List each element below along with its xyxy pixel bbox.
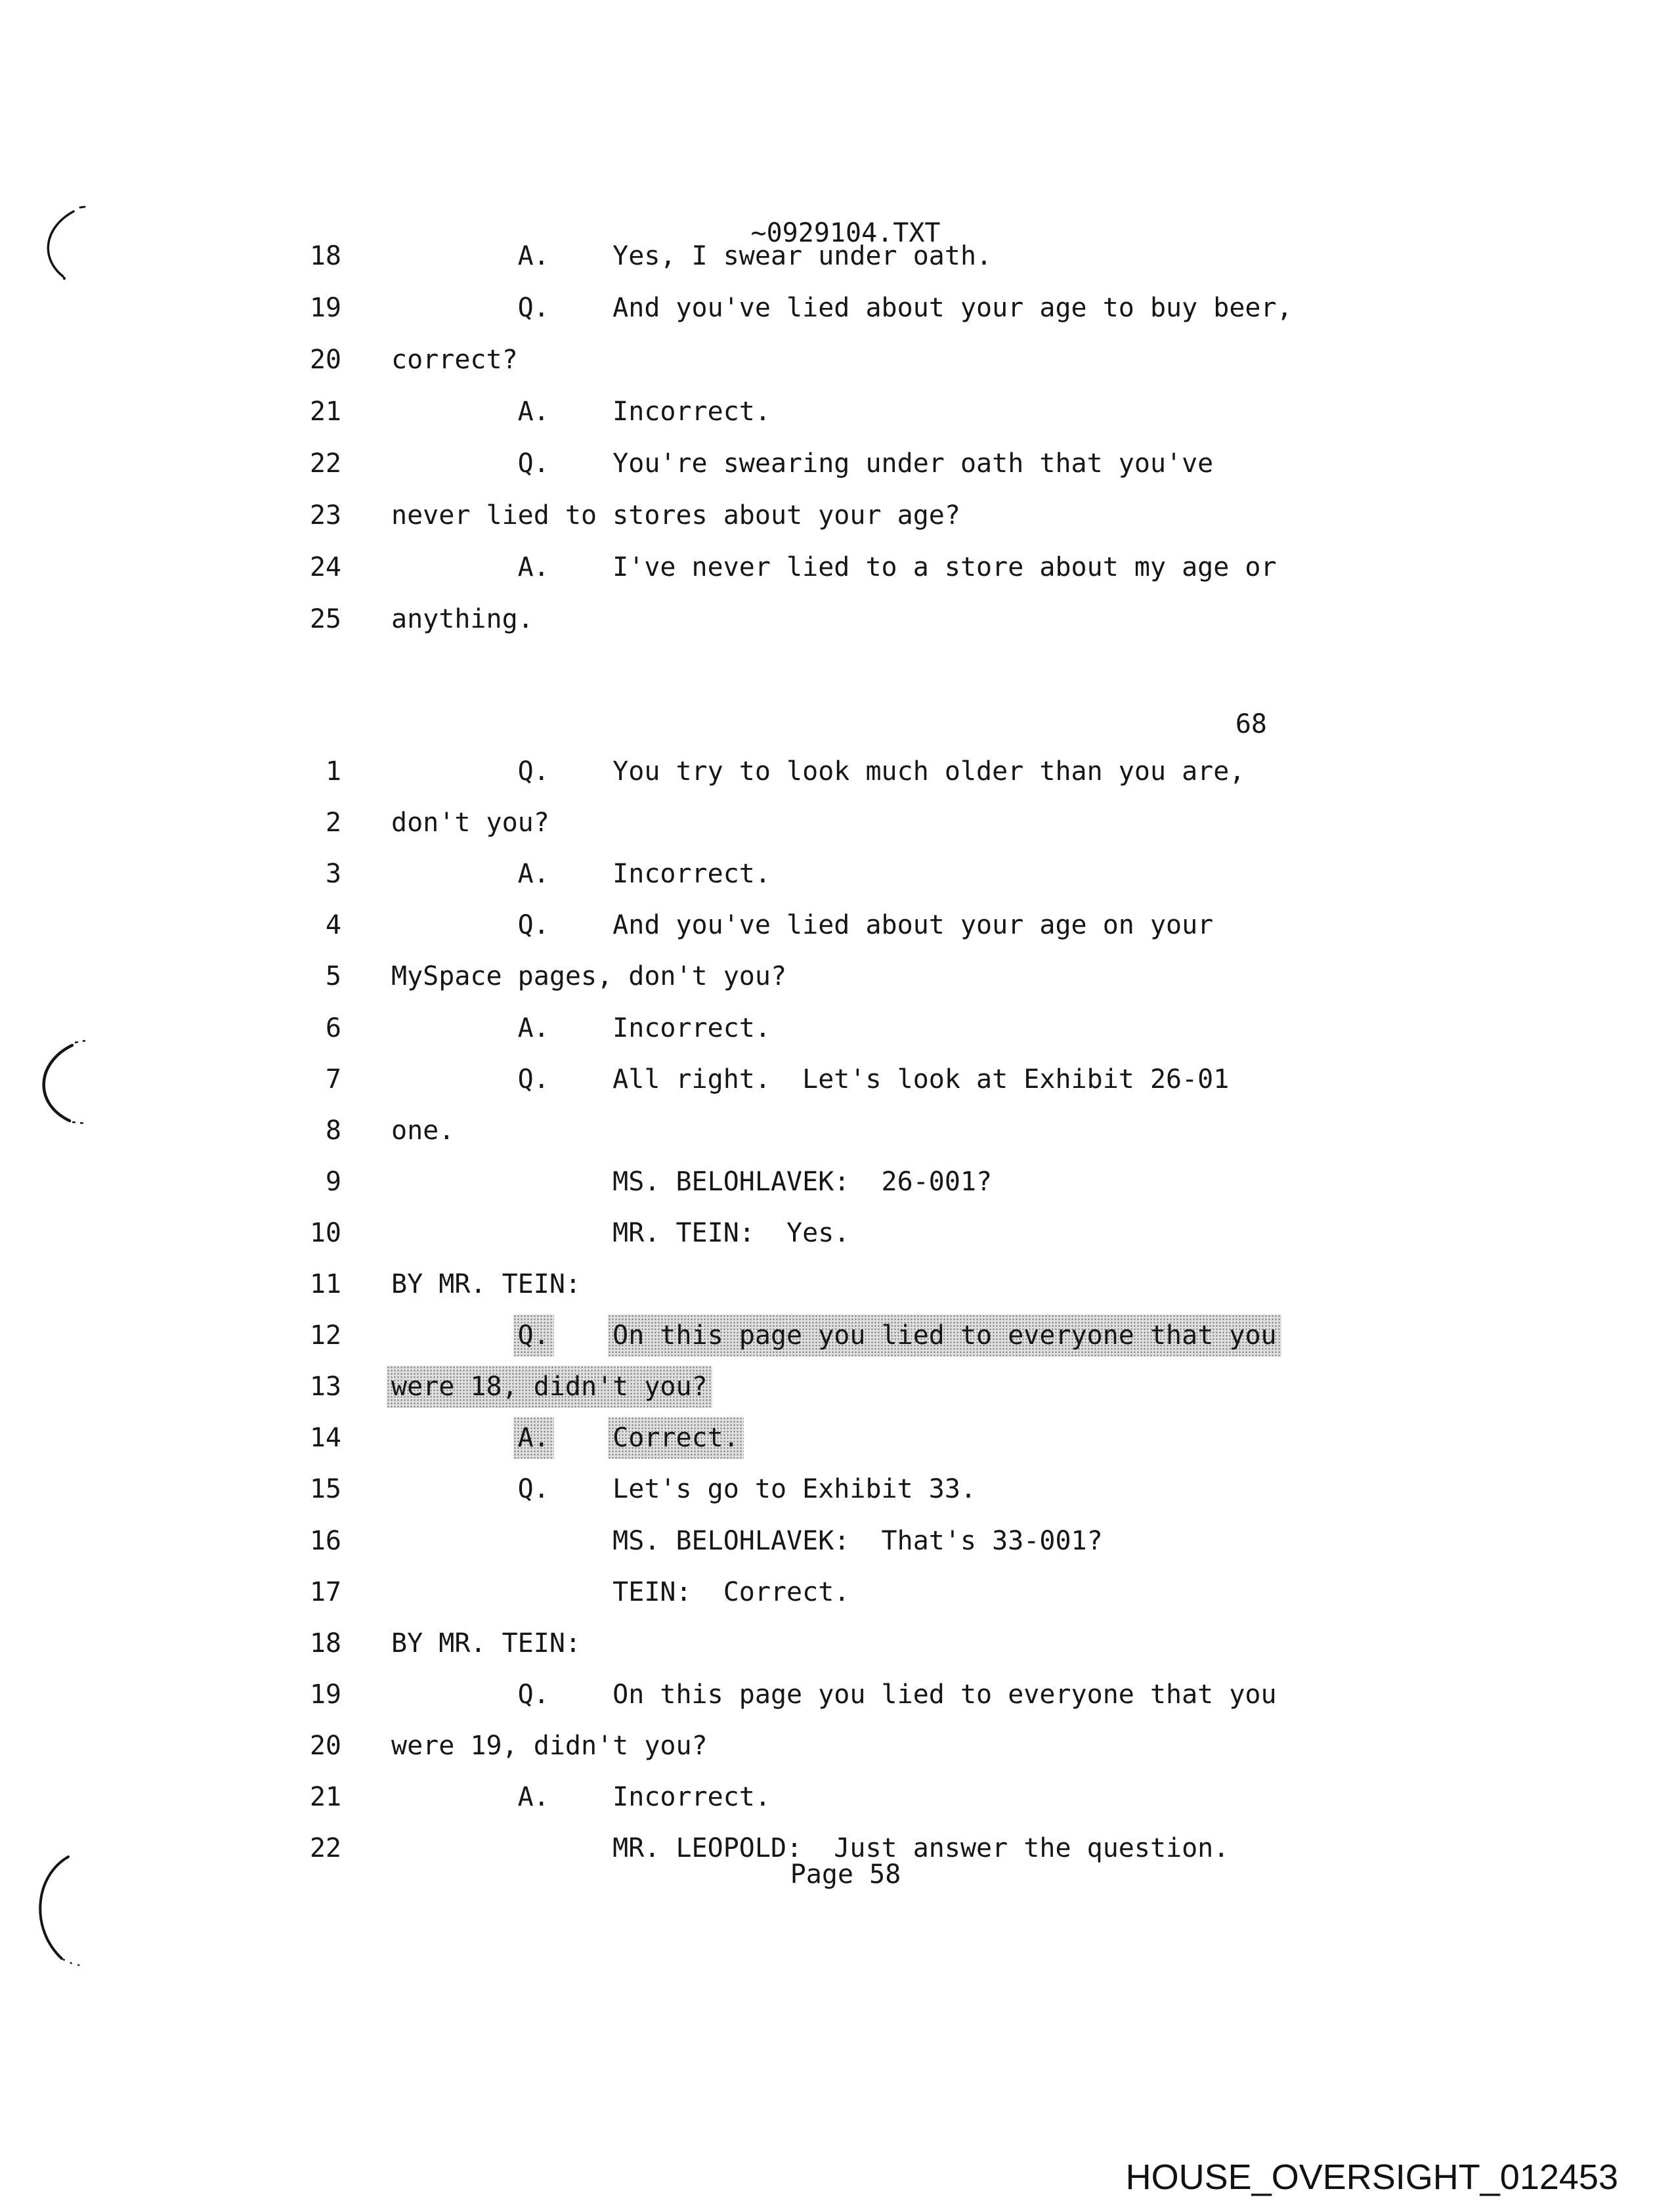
line-number: 3 [325,859,341,889]
highlighted-text: Q. [513,1314,554,1356]
transcript-line [276,399,771,430]
line-text: BY MR. TEIN: [391,1269,581,1299]
transcript-line [276,243,992,274]
line-number: 18 [309,1628,341,1659]
line-number: 4 [325,910,341,940]
scan-dash-bottom [63,1959,84,1966]
line-number: 14 [309,1423,341,1453]
document-header-filename: ~0929104.TXT [750,218,941,248]
line-text: Q. You're swearing under oath that you've [391,448,1214,479]
line-number: 2 [325,808,341,838]
line-text: MySpace pages, don't you? [391,961,787,991]
line-number: 25 [309,604,341,634]
line-text: Q. And you've lied about your age to buy beer, [391,293,1293,323]
line-text: Q. And you've lied about your age on your [391,910,1214,940]
line-text: Q. You try to look much older than you are, [391,756,1245,787]
transcript-line [276,963,786,995]
highlighted-text: Correct. [608,1417,744,1459]
line-text: A. I've never lied to a store about my age or [391,552,1277,582]
line-text: were 19, didn't you? [391,1731,708,1761]
transcript-line [276,1784,771,1815]
line-number: 8 [325,1116,341,1146]
line-number: 20 [309,1731,341,1761]
transcript-line [276,347,518,378]
transcript-line [276,1476,976,1507]
transcript-line [276,1528,1103,1559]
page-break-number: 68 [1235,709,1267,739]
scan-arc-top [48,211,74,276]
transcript-line [276,1579,849,1611]
transcript-line [276,1169,992,1200]
line-number: 7 [325,1064,341,1095]
transcript-line [276,1271,581,1303]
highlighted-text: On this page you lied to everyone that you [608,1314,1281,1356]
scan-dash-middle-bottom [72,1122,85,1123]
line-number: 24 [309,552,341,582]
transcript-line [276,758,1245,790]
line-text: MR. LEOPOLD: Just answer the question. [391,1833,1230,1863]
line-text: MS. BELOHLAVEK: 26-001? [391,1167,993,1197]
transcript-line [276,1425,739,1456]
transcript-line [276,912,1213,943]
highlighted-text: A. [513,1417,554,1459]
scan-arc-middle [44,1045,72,1121]
line-number: 16 [309,1526,341,1556]
line-text: Q. Let's go to Exhibit 33. [391,1474,977,1504]
line-number: 21 [309,1782,341,1812]
bates-number: HOUSE_OVERSIGHT_012453 [1125,2158,1618,2197]
line-text: Q. All right. Let's look at Exhibit 26-01 [391,1064,1230,1095]
line-number: 6 [325,1013,341,1043]
transcript-line [276,502,960,534]
line-number: 19 [309,1680,341,1710]
line-number: 19 [309,293,341,323]
transcript-line [276,450,1213,482]
transcript-line [276,1630,581,1662]
transcript-line [276,1015,771,1047]
transcript-line [276,1066,1229,1098]
line-text: BY MR. TEIN: [391,1628,581,1659]
line-text: A. Incorrect. [391,1013,771,1043]
line-number: 12 [309,1320,341,1351]
line-number: 15 [309,1474,341,1504]
line-text [391,1423,518,1453]
line-number: 20 [309,345,341,375]
line-number: 11 [309,1269,341,1299]
line-number: 22 [309,1833,341,1863]
line-text [549,1423,612,1453]
line-number: 9 [325,1167,341,1197]
transcript-line [276,295,1293,326]
transcript-line [276,606,534,638]
transcript-line [276,554,1277,586]
transcript-line [276,861,771,892]
line-text: correct? [391,345,518,375]
transcript-line [276,810,549,841]
scan-dash-middle-top [75,1041,85,1043]
line-text: A. Incorrect. [391,859,771,889]
line-number: 13 [309,1372,341,1402]
transcript-line [276,1220,849,1251]
line-text [391,1320,518,1351]
line-text: A. Incorrect. [391,397,771,427]
line-number: 10 [309,1218,341,1248]
line-number: 5 [325,961,341,991]
line-text: A. Yes, I swear under oath. [391,241,993,271]
line-text: Q. On this page you lied to everyone that you [391,1680,1277,1710]
transcript-line [276,1681,1277,1713]
highlighted-text: were 18, didn't you? [387,1366,712,1408]
line-text [549,1320,612,1351]
line-number: 21 [309,397,341,427]
transcript-line [276,1733,708,1764]
line-text: MS. BELOHLAVEK: That's 33-001? [391,1526,1103,1556]
transcript-line [276,1322,1277,1354]
transcript-line [276,1374,708,1405]
page-footer-label: Page 58 [790,1859,901,1890]
line-number: 18 [309,241,341,271]
line-text: TEIN: Correct. [391,1577,850,1607]
line-text: don't you? [391,808,549,838]
line-number: 1 [325,756,341,787]
line-number: 23 [309,500,341,531]
line-text: MR. TEIN: Yes. [391,1218,850,1248]
line-text: A. Incorrect. [391,1782,771,1812]
line-number: 22 [309,448,341,479]
scan-arc-bottom [40,1857,68,1959]
line-text: never lied to stores about your age? [391,500,960,531]
line-text: one. [391,1116,455,1146]
scan-dot-top [63,277,66,280]
line-text: anything. [391,604,534,634]
line-number: 17 [309,1577,341,1607]
transcript-line [276,1117,454,1149]
